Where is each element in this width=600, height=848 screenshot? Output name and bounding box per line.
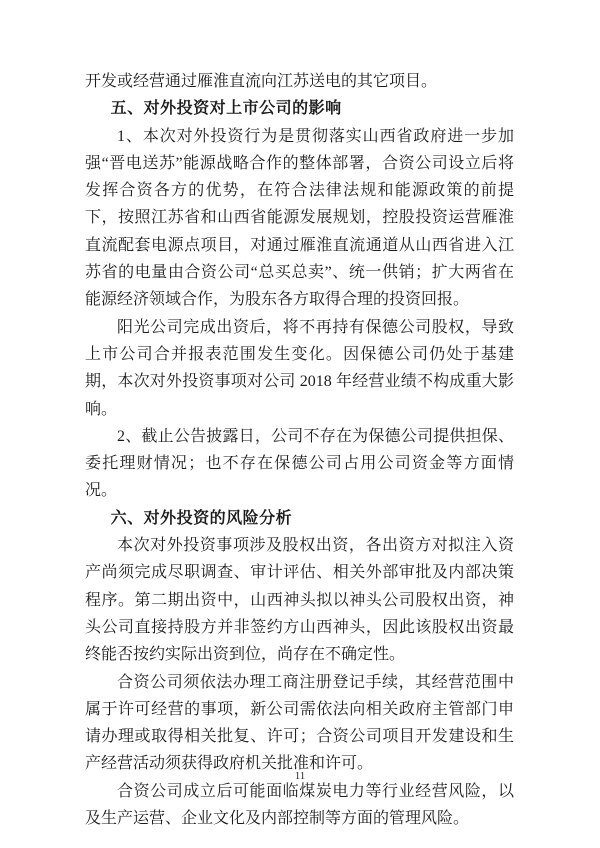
paragraph: 1、本次对外投资行为是贯彻落实山西省政府进一步加强“晋电送苏”能源战略合作的整体部署，合资公司设立后将发挥合资各方的优势，在符合法律法规和能源政策的前提下，按照江苏省和山西省能源发展规划，控股投资运营雁淮直流配套电源点项目，对通过雁淮直流通道从山西省进入江苏省的电量由合资公司“总买总卖”、统一供销；扩大两省在能源经济领域合作，为股东各方取得合理的投资回报。: [85, 127, 514, 309]
document-body: [85, 68, 514, 832]
paragraph: 合资公司成立后可能面临煤炭电力等行业经营风险，以及生产运营、企业文化及内部控制等方面的管理风险。: [85, 782, 514, 828]
paragraph-continuation: 开发或经营通过雁淮直流向江苏送电的其它项目。: [85, 73, 438, 90]
section-heading-five: 五、对外投资对上市公司的影响: [110, 100, 342, 118]
paragraph: 阳光公司完成出资后，将不再持有保德公司股权，导致上市公司合并报表范围发生变化。因保德公司仍处于基建期，本次对外投资事项对公司 2018 年经营业绩不构成重大影响。: [85, 318, 514, 418]
page-number: 11: [294, 770, 306, 782]
paragraph: 2、截止公告披露日，公司不存在为保德公司提供担保、委托理财情况；也不存在保德公司占用公司资金等方面情况。: [85, 427, 514, 500]
section-heading-six: 六、对外投资的风险分析: [110, 509, 293, 527]
paragraph: 合资公司须依法办理工商注册登记手续，其经营范围中属于许可经营的事项，新公司需依法向相关政府主管部门申请办理或取得相关批复、许可；合资公司项目开发建设和生产经营活动须获得政府机关批准和许可。: [85, 673, 514, 773]
paragraph: 本次对外投资事项涉及股权出资，各出资方对拟注入资产尚须完成尽职调查、审计评估、相关外部审批及内部决策程序。第二期出资中，山西神头拟以神头公司股权出资，神头公司直接持股方并非签约方山西神头，因此该股权出资最终能否按约实际出资到位，尚存在不确定性。: [85, 537, 514, 664]
